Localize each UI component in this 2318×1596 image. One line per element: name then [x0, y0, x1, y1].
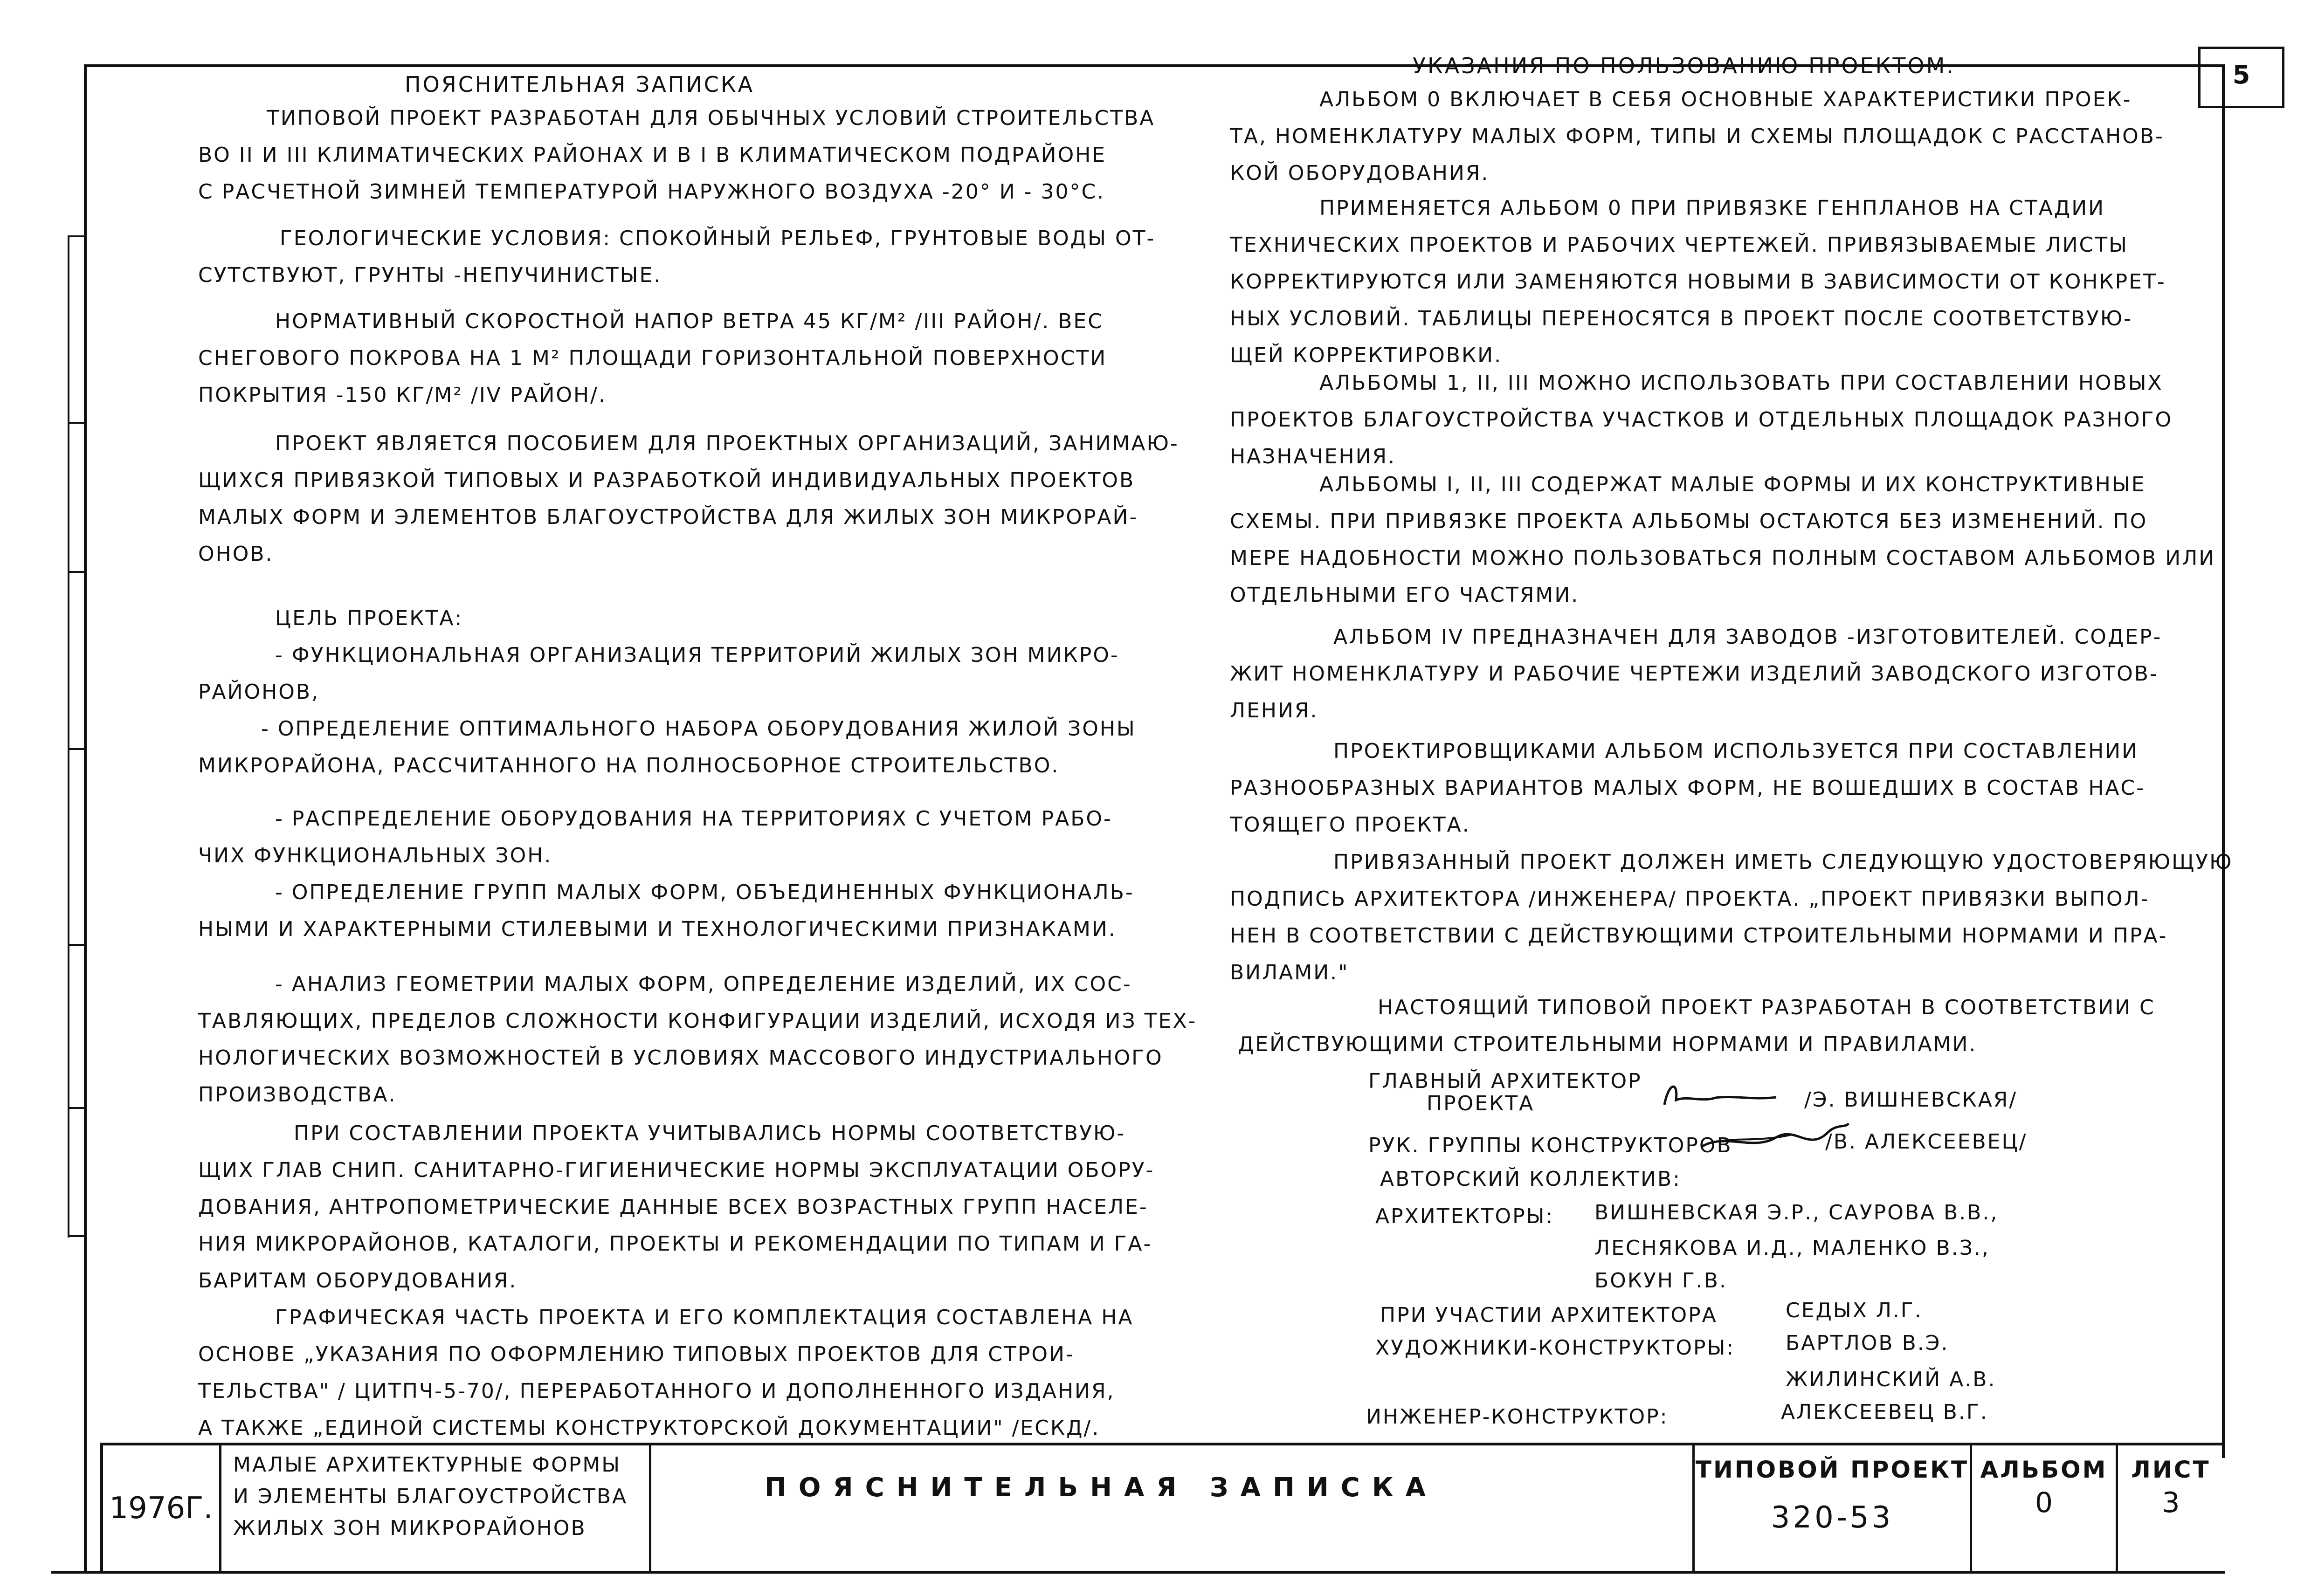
- text-line: ПРОИЗВОДСТВА.: [198, 1083, 397, 1107]
- text-line: НЫХ УСЛОВИЙ. ТАБЛИЦЫ ПЕРЕНОСЯТСЯ В ПРОЕКТ ПОСЛЕ СООТВЕТСТВУЮ-: [1230, 307, 2133, 330]
- text-line: ГРАФИЧЕСКАЯ ЧАСТЬ ПРОЕКТА И ЕГО КОМПЛЕКТАЦИЯ СОСТАВЛЕНА НА: [275, 1306, 1134, 1329]
- text-line: ПРОЕКТ ЯВЛЯЕТСЯ ПОСОБИЕМ ДЛЯ ПРОЕКТНЫХ ОРГАНИЗАЦИЙ, ЗАНИМАЮ-: [275, 432, 1179, 455]
- text-line: - РАСПРЕДЕЛЕНИЕ ОБОРУДОВАНИЯ НА ТЕРРИТОРИЯХ С УЧЕТОМ РАБО-: [275, 807, 1112, 831]
- text-line: РАЙОНОВ,: [198, 680, 320, 704]
- text-line: БАРИТАМ ОБОРУДОВАНИЯ.: [198, 1269, 517, 1293]
- text-line: НАСТОЯЩИЙ ТИПОВОЙ ПРОЕКТ РАЗРАБОТАН В СООТВЕТСТВИИ С: [1378, 996, 2155, 1019]
- text-line: НОЛОГИЧЕСКИХ ВОЗМОЖНОСТЕЙ В УСЛОВИЯХ МАССОВОГО ИНДУСТРИАЛЬНОГО: [198, 1046, 1163, 1070]
- group-name: /В. АЛЕКСЕЕВЕЦ/: [1825, 1130, 2028, 1154]
- text-line: ГЕОЛОГИЧЕСКИЕ УСЛОВИЯ: СПОКОЙНЫЙ РЕЛЬЕФ, ГРУНТОВЫЕ ВОДЫ ОТ-: [280, 227, 1156, 250]
- text-line: ПРОЕКТИРОВЩИКАМИ АЛЬБОМ ИСПОЛЬЗУЕТСЯ ПРИ СОСТАВЛЕНИИ: [1333, 739, 2139, 763]
- text-line: СХЕМЫ. ПРИ ПРИВЯЗКЕ ПРОЕКТА АЛЬБОМЫ ОСТАЮТСЯ БЕЗ ИЗМЕНЕНИЙ. ПО: [1230, 509, 2148, 533]
- text-line: ОСНОВЕ „УКАЗАНИЯ ПО ОФОРМЛЕНИЮ ТИПОВЫХ ПРОЕКТОВ ДЛЯ СТРОИ-: [198, 1342, 1075, 1366]
- text-line: НАЗНАЧЕНИЯ.: [1230, 445, 1396, 468]
- margin-strip-line: [68, 235, 69, 1238]
- text-line: ПРИМЕНЯЕТСЯ АЛЬБОМ 0 ПРИ ПРИВЯЗКЕ ГЕНПЛАНОВ НА СТАДИИ: [1319, 196, 2105, 220]
- text-line: МИКРОРАЙОНА, РАССЧИТАННОГО НА ПОЛНОСБОРНОЕ СТРОИТЕЛЬСТВО.: [198, 754, 1060, 777]
- text-line: СНЕГОВОГО ПОКРОВА НА 1 М² ПЛОЩАДИ ГОРИЗОНТАЛЬНОЙ ПОВЕРХНОСТИ: [198, 346, 1107, 370]
- sheet-title: ПОЯСНИТЕЛЬНАЯ ЗАПИСКА: [765, 1472, 1438, 1503]
- designers-label: ХУДОЖНИКИ-КОНСТРУКТОРЫ:: [1375, 1336, 1735, 1360]
- text-line: НЫМИ И ХАРАКТЕРНЫМИ СТИЛЕВЫМИ И ТЕХНОЛОГИЧЕСКИМИ ПРИЗНАКАМИ.: [198, 917, 1117, 941]
- text-line: ТЕХНИЧЕСКИХ ПРОЕКТОВ И РАБОЧИХ ЧЕРТЕЖЕЙ. ПРИВЯЗЫВАЕМЫЕ ЛИСТЫ: [1230, 233, 2128, 257]
- text-line: ТОЯЩЕГО ПРОЕКТА.: [1230, 813, 1470, 837]
- page-number: 5: [2232, 60, 2250, 89]
- engineer-name: АЛЕКСЕЕВЕЦ В.Г.: [1781, 1400, 1988, 1424]
- page-box-top: [2198, 47, 2284, 49]
- right-title: УКАЗАНИЯ ПО ПОЛЬЗОВАНИЮ ПРОЕКТОМ.: [1413, 53, 1955, 78]
- text-line: - ФУНКЦИОНАЛЬНАЯ ОРГАНИЗАЦИЯ ТЕРРИТОРИЙ ЖИЛЫХ ЗОН МИКРО-: [275, 643, 1119, 667]
- group-label: РУК. ГРУППЫ КОНСТРУКТОРОВ: [1368, 1134, 1732, 1157]
- margin-tick: [68, 748, 85, 750]
- text-line: ТАВЛЯЮЩИХ, ПРЕДЕЛОВ СЛОЖНОСТИ КОНФИГУРАЦИИ ИЗДЕЛИЙ, ИСХОДЯ ИЗ ТЕХ-: [198, 1009, 1197, 1033]
- text-line: ДОВАНИЯ, АНТРОПОМЕТРИЧЕСКИЕ ДАННЫЕ ВСЕХ ВОЗРАСТНЫХ ГРУПП НАСЕЛЕ-: [198, 1195, 1148, 1219]
- text-line: ТИПОВОЙ ПРОЕКТ РАЗРАБОТАН ДЛЯ ОБЫЧНЫХ УСЛОВИЙ СТРОИТЕЛЬСТВА: [267, 106, 1155, 130]
- text-line: АЛЬБОМЫ 1, II, III МОЖНО ИСПОЛЬЗОВАТЬ ПРИ СОСТАВЛЕНИИ НОВЫХ: [1319, 371, 2163, 395]
- text-line: - АНАЛИЗ ГЕОМЕТРИИ МАЛЫХ ФОРМ, ОПРЕДЕЛЕНИЕ ИЗДЕЛИЙ, ИХ СОС-: [275, 972, 1132, 996]
- text-line: ПРИ СОСТАВЛЕНИИ ПРОЕКТА УЧИТЫВАЛИСЬ НОРМЫ СООТВЕТСТВУЮ-: [294, 1121, 1126, 1145]
- left-title: ПОЯСНИТЕЛЬНАЯ ЗАПИСКА: [405, 72, 755, 97]
- text-line: ЛЕНИЯ.: [1230, 699, 1318, 722]
- text-line: НИЯ МИКРОРАЙОНОВ, КАТАЛОГИ, ПРОЕКТЫ И РЕКОМЕНДАЦИИ ПО ТИПАМ И ГА-: [198, 1232, 1152, 1256]
- chief-label-2: ПРОЕКТА: [1427, 1092, 1535, 1115]
- margin-tick: [68, 422, 85, 424]
- text-line: ЩИХ ГЛАВ СНИП. САНИТАРНО-ГИГИЕНИЧЕСКИЕ НОРМЫ ЭКСПЛУАТАЦИИ ОБОРУ-: [198, 1158, 1155, 1182]
- text-line: ПРИВЯЗАННЫЙ ПРОЕКТ ДОЛЖЕН ИМЕТЬ СЛЕДУЮЩУЮ УДОСТОВЕРЯЮЩУЮ: [1333, 850, 2233, 874]
- year: 1976Г.: [109, 1491, 213, 1526]
- text-line: ОНОВ.: [198, 542, 274, 566]
- text-line: ОТДЕЛЬНЫМИ ЕГО ЧАСТЯМИ.: [1230, 583, 1580, 607]
- text-line: МАЛЫХ ФОРМ И ЭЛЕМЕНТОВ БЛАГОУСТРОЙСТВА ДЛЯ ЖИЛЫХ ЗОН МИКРОРАЙ-: [198, 505, 1138, 529]
- margin-tick: [68, 1107, 85, 1109]
- text-line: ПОКРЫТИЯ -150 КГ/М² /IV РАЙОН/.: [198, 383, 607, 407]
- text-line: ВО II И III КЛИМАТИЧЕСКИХ РАЙОНАХ И В I В КЛИМАТИЧЕСКОМ ПОДРАЙОНЕ: [198, 143, 1107, 167]
- text-line: МЕРЕ НАДОБНОСТИ МОЖНО ПОЛЬЗОВАТЬСЯ ПОЛНЫМ СОСТАВОМ АЛЬБОМОВ ИЛИ: [1230, 546, 2216, 570]
- text-line: - ОПРЕДЕЛЕНИЕ ГРУПП МАЛЫХ ФОРМ, ОБЪЕДИНЕННЫХ ФУНКЦИОНАЛЬ-: [275, 881, 1134, 904]
- album-label: АЛЬБОМ: [1980, 1456, 2108, 1483]
- text-line: ПОДПИСЬ АРХИТЕКТОРА /ИНЖЕНЕРА/ ПРОЕКТА. „ПРОЕКТ ПРИВЯЗКИ ВЫПОЛ-: [1230, 887, 2150, 911]
- title-block-top: [100, 1443, 2224, 1445]
- architects-line: ЛЕСНЯКОВА И.Д., МАЛЕНКО В.З.,: [1594, 1236, 1990, 1260]
- chief-signature: [1660, 1077, 1781, 1114]
- margin-tick: [68, 571, 85, 573]
- engineer-label: ИНЖЕНЕР-КОНСТРУКТОР:: [1366, 1405, 1669, 1429]
- text-line: КОРРЕКТИРУЮТСЯ ИЛИ ЗАМЕНЯЮТСЯ НОВЫМИ В ЗАВИСИМОСТИ ОТ КОНКРЕТ-: [1230, 270, 2166, 294]
- text-line: ДЕЙСТВУЮЩИМИ СТРОИТЕЛЬНЫМИ НОРМАМИ И ПРАВИЛАМИ.: [1238, 1032, 1977, 1056]
- architects-line: ВИШНЕВСКАЯ Э.Р., САУРОВА В.В.,: [1594, 1201, 1999, 1225]
- text-line: ЩИХСЯ ПРИВЯЗКОЙ ТИПОВЫХ И РАЗРАБОТКОЙ ИНДИВИДУАЛЬНЫХ ПРОЕКТОВ: [198, 468, 1135, 492]
- page-box-bottom: [2198, 106, 2284, 108]
- frame-bottom-line: [51, 1571, 2225, 1574]
- text-line: РАЗНООБРАЗНЫХ ВАРИАНТОВ МАЛЫХ ФОРМ, НЕ ВОШЕДШИХ В СОСТАВ НАС-: [1230, 776, 2146, 800]
- project-name-line: МАЛЫЕ АРХИТЕКТУРНЫЕ ФОРМЫ: [233, 1453, 621, 1477]
- frame-right-line: [2222, 64, 2225, 1458]
- text-line: ЩЕЙ КОРРЕКТИРОВКИ.: [1230, 344, 1503, 367]
- participation-label: ПРИ УЧАСТИИ АРХИТЕКТОРА: [1380, 1303, 1718, 1327]
- text-line: ЧИХ ФУНКЦИОНАЛЬНЫХ ЗОН.: [198, 844, 552, 867]
- text-line: АЛЬБОМ 0 ВКЛЮЧАЕТ В СЕБЯ ОСНОВНЫЕ ХАРАКТЕРИСТИКИ ПРОЕК-: [1319, 88, 2132, 111]
- project-name-line: И ЭЛЕМЕНТЫ БЛАГОУСТРОЙСТВА: [233, 1485, 628, 1508]
- title-block-divider: [649, 1443, 651, 1571]
- margin-tick: [68, 1235, 85, 1237]
- type-label: ТИПОВОЙ ПРОЕКТ: [1695, 1456, 1969, 1483]
- text-line: - ОПРЕДЕЛЕНИЕ ОПТИМАЛЬНОГО НАБОРА ОБОРУДОВАНИЯ ЖИЛОЙ ЗОНЫ: [261, 717, 1136, 741]
- architects-label: АРХИТЕКТОРЫ:: [1375, 1204, 1554, 1228]
- participation-name: СЕДЫХ Л.Г.: [1786, 1299, 1923, 1322]
- margin-tick: [68, 944, 85, 946]
- frame-left-line: [84, 64, 87, 1574]
- designers-name: БАРТЛОВ В.Э.: [1786, 1331, 1949, 1355]
- project-name-line: ЖИЛЫХ ЗОН МИКРОРАЙОНОВ: [233, 1516, 586, 1540]
- text-line: С РАСЧЕТНОЙ ЗИМНЕЙ ТЕМПЕРАТУРОЙ НАРУЖНОГО ВОЗДУХА -20° И - 30°С.: [198, 180, 1105, 204]
- text-line: АЛЬБОМЫ I, II, III СОДЕРЖАТ МАЛЫЕ ФОРМЫ И ИХ КОНСТРУКТИВНЫЕ: [1319, 473, 2146, 496]
- sheet-value: 3: [2162, 1486, 2180, 1519]
- text-line: НОРМАТИВНЫЙ СКОРОСТНОЙ НАПОР ВЕТРА 45 КГ/М² /III РАЙОН/. ВЕС: [275, 310, 1104, 333]
- text-line: ЦЕЛЬ ПРОЕКТА:: [275, 606, 463, 630]
- chief-label: ГЛАВНЫЙ АРХИТЕКТОР: [1368, 1069, 1642, 1093]
- text-line: ЖИТ НОМЕНКЛАТУРУ И РАБОЧИЕ ЧЕРТЕЖИ ИЗДЕЛИЙ ЗАВОДСКОГО ИЗГОТОВ-: [1230, 662, 2159, 686]
- text-line: ПРОЕКТОВ БЛАГОУСТРОЙСТВА УЧАСТКОВ И ОТДЕЛЬНЫХ ПЛОЩАДОК РАЗНОГО: [1230, 408, 2173, 432]
- sheet-label: ЛИСТ: [2131, 1456, 2211, 1483]
- designers-name: ЖИЛИНСКИЙ А.В.: [1786, 1368, 1996, 1391]
- team-label: АВТОРСКИЙ КОЛЛЕКТИВ:: [1380, 1167, 1681, 1191]
- text-line: ВИЛАМИ.": [1230, 961, 1349, 984]
- text-line: НЕН В СООТВЕТСТВИИ С ДЕЙСТВУЮЩИМИ СТРОИТЕЛЬНЫМИ НОРМАМИ И ПРА-: [1230, 924, 2168, 948]
- text-line: КОЙ ОБОРУДОВАНИЯ.: [1230, 161, 1490, 185]
- album-value: 0: [2035, 1486, 2053, 1519]
- architects-line: БОКУН Г.В.: [1594, 1269, 1727, 1293]
- project-number: 320-53: [1771, 1500, 1894, 1535]
- chief-name: /Э. ВИШНЕВСКАЯ/: [1804, 1088, 2018, 1112]
- text-line: А ТАКЖЕ „ЕДИНОЙ СИСТЕМЫ КОНСТРУКТОРСКОЙ ДОКУМЕНТАЦИИ" /ЕСКД/.: [198, 1416, 1100, 1440]
- text-line: АЛЬБОМ IV ПРЕДНАЗНАЧЕН ДЛЯ ЗАВОДОВ -ИЗГОТОВИТЕЛЕЙ. СОДЕР-: [1333, 625, 2162, 649]
- text-line: ТА, НОМЕНКЛАТУРУ МАЛЫХ ФОРМ, ТИПЫ И СХЕМЫ ПЛОЩАДОК С РАССТАНОВ-: [1230, 124, 2164, 148]
- margin-tick: [68, 235, 85, 237]
- text-line: СУТСТВУЮТ, ГРУНТЫ -НЕПУЧИНИСТЫЕ.: [198, 263, 662, 287]
- text-line: ТЕЛЬСТВА" / ЦИТПЧ-5-70/, ПЕРЕРАБОТАННОГО И ДОПОЛНЕННОГО ИЗДАНИЯ,: [198, 1379, 1115, 1403]
- title-block-divider: [219, 1443, 221, 1571]
